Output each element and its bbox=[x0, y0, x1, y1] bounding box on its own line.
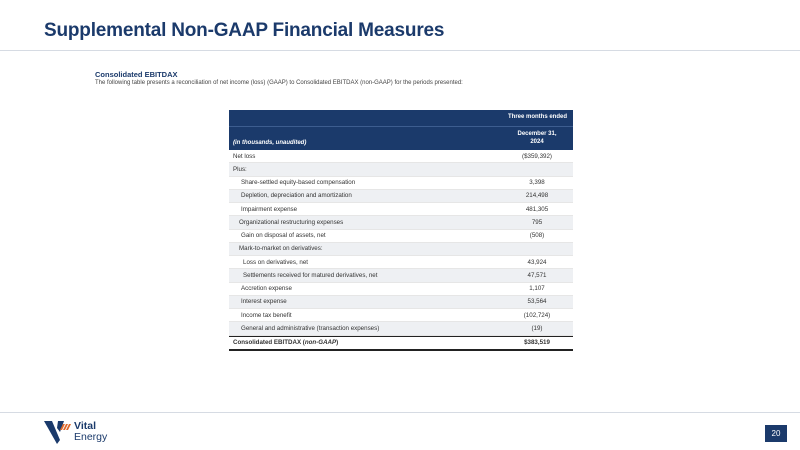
page-title: Supplemental Non-GAAP Financial Measures bbox=[44, 20, 445, 41]
row-label: Loss on derivatives, net bbox=[243, 258, 309, 266]
column-header-row bbox=[229, 127, 573, 150]
table-row bbox=[229, 309, 573, 322]
date-header bbox=[501, 130, 573, 146]
row-value: 481,305 bbox=[525, 205, 549, 213]
row-value: 43,924 bbox=[527, 258, 547, 266]
row-value: 795 bbox=[531, 218, 543, 226]
table-row bbox=[229, 243, 573, 256]
row-label: Accretion expense bbox=[241, 285, 292, 292]
row-label: Net loss bbox=[233, 152, 256, 160]
row-value: ($359,392) bbox=[522, 152, 552, 160]
section-description: The following table presents a reconciliation of net income (loss) (GAAP) to Consolidated EBITDAX (non-GAAP) for the periods presented: bbox=[95, 80, 463, 86]
row-value: 214,498 bbox=[525, 192, 549, 200]
row-label: Settlements received for matured derivatives, net bbox=[243, 271, 378, 279]
table-body bbox=[229, 150, 573, 336]
row-label: Mark-to-market on derivatives: bbox=[239, 245, 323, 253]
units-label: (in thousands, unaudited) bbox=[233, 140, 307, 146]
date-line-2: 2024 bbox=[530, 139, 544, 145]
row-value: 53,564 bbox=[527, 298, 547, 306]
total-row bbox=[229, 336, 573, 351]
table-row bbox=[229, 322, 573, 335]
total-value: $383,519 bbox=[524, 339, 550, 346]
table-row bbox=[229, 256, 573, 269]
logo-line-2: Energy bbox=[74, 430, 108, 443]
logo-line-1: Vital bbox=[74, 420, 96, 432]
period-header: Three months ended bbox=[507, 114, 567, 120]
section-heading: Consolidated EBITDAX bbox=[95, 70, 178, 79]
row-value: (19) bbox=[531, 324, 543, 332]
row-label: Income tax benefit bbox=[241, 311, 292, 319]
period-header-row bbox=[229, 110, 573, 127]
table-row bbox=[229, 269, 573, 282]
row-label: General and administrative (transaction expenses) bbox=[241, 324, 380, 332]
footer-divider bbox=[0, 412, 800, 413]
table-row bbox=[229, 163, 573, 176]
table-row bbox=[229, 177, 573, 190]
logo-wordmark bbox=[74, 421, 107, 442]
row-value: 1,107 bbox=[529, 285, 545, 292]
table-header bbox=[229, 110, 573, 150]
row-value: 47,571 bbox=[527, 271, 547, 279]
table-row bbox=[229, 283, 573, 296]
table-row bbox=[229, 230, 573, 243]
row-value: (102,724) bbox=[523, 311, 551, 319]
row-value: 3,398 bbox=[529, 179, 545, 186]
table-row bbox=[229, 190, 573, 203]
title-divider bbox=[0, 50, 800, 51]
row-label: Organizational restructuring expenses bbox=[239, 218, 344, 226]
row-label: Plus: bbox=[233, 165, 247, 173]
row-label: Share-settled equity-based compensation bbox=[241, 179, 356, 186]
date-line-1: December 31, bbox=[517, 131, 557, 137]
page-number: 20 bbox=[765, 425, 787, 442]
ebitdax-table bbox=[229, 110, 573, 351]
row-label: Depletion, depreciation and amortization bbox=[241, 192, 352, 200]
total-label: Consolidated EBITDAX (non-GAAP) bbox=[233, 339, 339, 346]
table-row bbox=[229, 203, 573, 216]
row-label: Interest expense bbox=[241, 298, 287, 306]
row-label: Impairment expense bbox=[241, 205, 298, 213]
table-row bbox=[229, 150, 573, 163]
table-row bbox=[229, 216, 573, 229]
row-label: Gain on disposal of assets, net bbox=[241, 232, 326, 239]
table-row bbox=[229, 296, 573, 309]
row-value: (508) bbox=[529, 232, 545, 239]
